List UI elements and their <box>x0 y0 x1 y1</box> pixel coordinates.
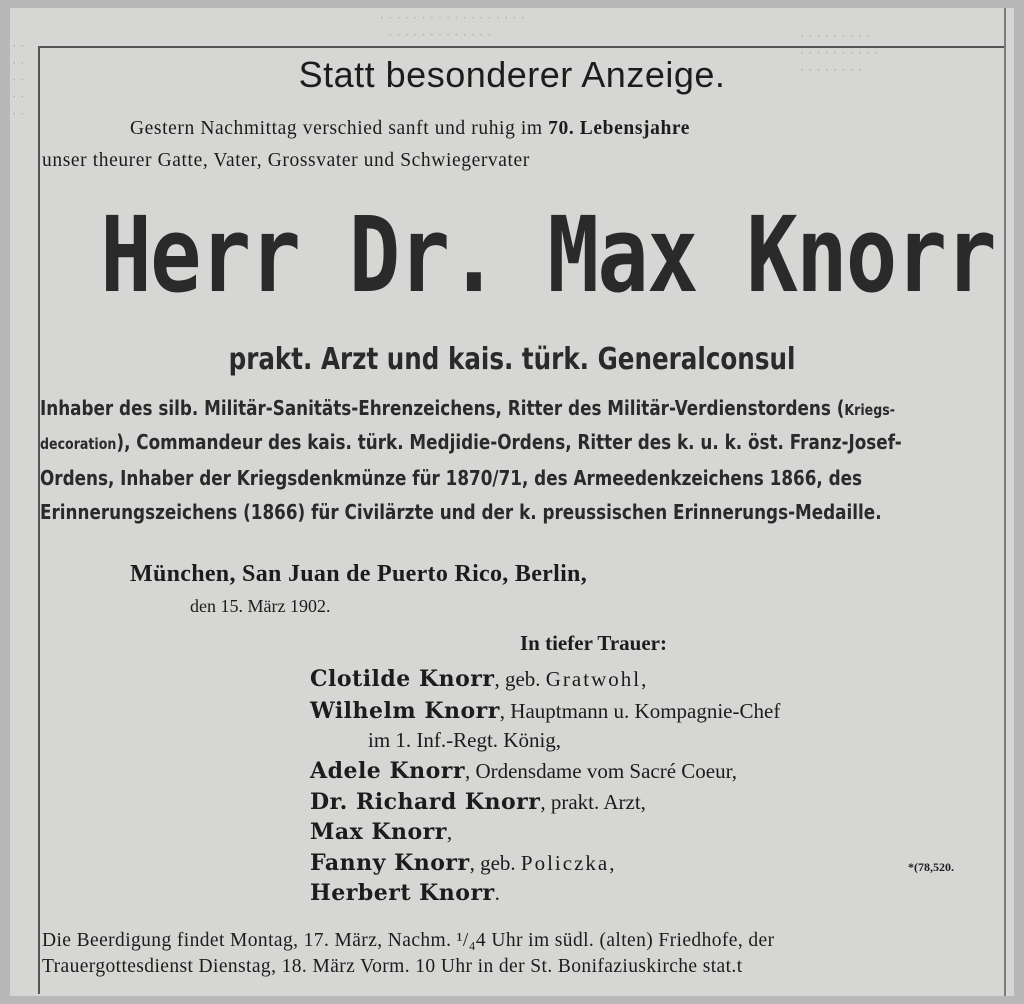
bleed-through-text: · · · · · · · · · · · · · · · · · · · · · · · · · · · · · · · <box>380 11 525 43</box>
bleed-through-text: · · · · · · · · · · <box>12 39 25 122</box>
family-member-detail: im 1. Inf.-Regt. König, <box>368 728 562 752</box>
notice-heading: Statt besonderer Anzeige. <box>298 54 726 95</box>
honors-line-2: decoration), Commandeur des kais. türk. Medjidie-Ordens, Ritter des k. u. k. öst. Franz-Josef- <box>40 430 902 454</box>
page-edge <box>1004 8 1006 996</box>
funeral-line-2: Trauergottesdienst Dienstag, 18. März Vorm. 10 Uhr in der St. Bonifaziuskirche stat.t <box>42 956 743 977</box>
intro-age: 70. Lebensjahre <box>548 118 691 139</box>
deceased-title: prakt. Arzt und kais. türk. Generalconsul <box>228 342 796 377</box>
honors-line-4: Erinnerungszeichens (1866) für Civilärzte und der k. preussischen Erinnerungs-Medaille. <box>40 500 882 524</box>
intro-line-2: unser theurer Gatte, Vater, Grossvater und Schwiegervater <box>42 150 530 171</box>
family-member: Max Knorr, <box>310 819 453 845</box>
honors-line-1: Inhaber des silb. Militär-Sanitäts-Ehrenzeichens, Ritter des Militär-Verdienstordens (Kriegs- <box>40 396 895 420</box>
mourning-heading: In tiefer Trauer: <box>520 631 667 655</box>
intro-line-1 <box>130 118 690 140</box>
family-member: Herbert Knorr. <box>310 880 500 906</box>
funeral-line-1: Die Beerdigung findet Montag, 17. März, Nachm. ¹/₄4 Uhr im südl. (alten) Friedhofe, der <box>42 930 775 951</box>
family-member: Clotilde Knorr, geb. Gratwohl, <box>310 666 649 692</box>
family-member: Fanny Knorr, geb. Policzka, <box>310 850 617 876</box>
family-member: Dr. Richard Knorr, prakt. Arzt, <box>310 789 646 815</box>
family-member: Adele Knorr, Ordensdame vom Sacré Coeur, <box>310 758 738 784</box>
family-member: Wilhelm Knorr, Hauptmann u. Kompagnie-Chef <box>310 698 781 724</box>
intro-text: Gestern Nachmittag verschied sanft und ruhig im <box>130 118 549 139</box>
honors-line-3: Ordens, Inhaber der Kriegsdenkmünze für 1870/71, des Armeedenkzeichens 1866, des <box>40 466 863 490</box>
newspaper-page <box>10 8 1014 996</box>
date-line: den 15. März 1902. <box>190 596 331 616</box>
places-line: München, San Juan de Puerto Rico, Berlin, <box>130 561 587 587</box>
deceased-name: Herr Dr. Max Knorr <box>100 194 996 316</box>
reference-number: *(78,520. <box>908 860 954 874</box>
bleed-through-text: · · · · · · · · · · · · · · · · · · · · · · · · · · · <box>800 29 879 78</box>
